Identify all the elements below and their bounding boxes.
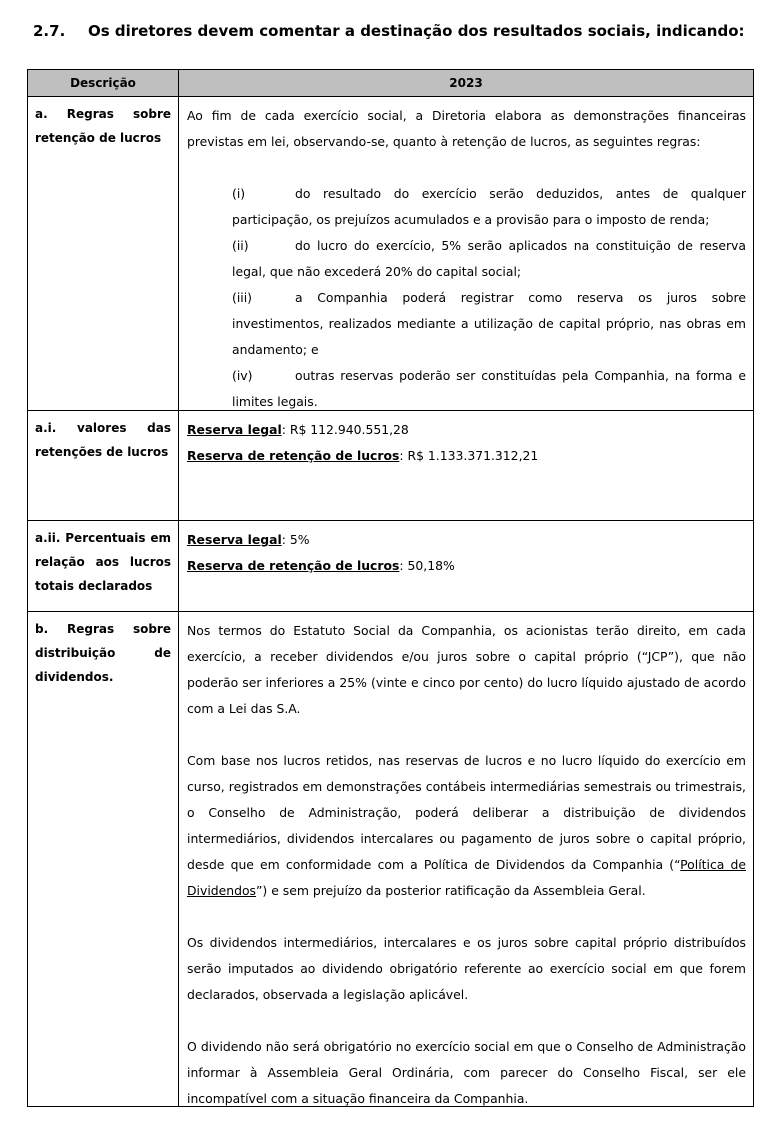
header-description: Descrição (28, 70, 179, 97)
legal-reserve-value: Reserva legal: R$ 112.940.551,28 (187, 422, 409, 437)
retention-reserve-value: Reserva de retenção de lucros: R$ 1.133.371.312,21 (187, 448, 539, 463)
row-label: a.i. valores das retenções de lucros (28, 411, 179, 520)
list-item: (iii) a Companhia poderá registrar como reserva os juros sobre investimentos, realizados mediante a utilização de capital próprio, nas obras em andamento; e (232, 290, 746, 357)
row-content (179, 612, 753, 1106)
row-content (179, 521, 753, 611)
retention-reserve-percent: Reserva de retenção de lucros: 50,18% (187, 558, 455, 573)
section-heading (33, 22, 745, 40)
dividends-paragraph-1: Nos termos do Estatuto Social da Companhia, os acionistas terão direito, em cada exercício, a receber dividendos e/ou juros sobre o capital próprio (“JCP”), que não poderão ser inferiores a 25% (vinte e cinco por cento) do lucro líquido ajustado de acordo com a Lei das S.A. (187, 623, 746, 716)
legal-reserve-percent: Reserva legal: 5% (187, 532, 310, 547)
row-content (179, 97, 753, 410)
table-row (28, 411, 753, 521)
dividends-paragraph-2: Com base nos lucros retidos, nas reservas de lucros e no lucro líquido do exercício em curso, registrados em demonstrações contábeis intermediárias semestrais ou trimestrais, o Conselho de Administração, poderá deliberar a distribuição de dividendos intermediários, dividendos intercalares ou pagamento de juros sobre o capital próprio, desde que em conformidade com a Política de Dividendos da Companhia (“Política de Dividendos”) e sem prejuízo da posterior ratificação da Assembleia Geral. (187, 753, 746, 898)
section-number: 2.7. (33, 22, 66, 40)
row-label: a.ii. Percentuais em relação aos lucros totais declarados (28, 521, 179, 611)
dividends-table (27, 69, 754, 1107)
table-row (28, 97, 753, 411)
dividend-policy-reference: Política de Dividendos (187, 857, 746, 898)
dividends-paragraph-3: Os dividendos intermediários, intercalares e os juros sobre capital próprio distribuídos serão imputados ao dividendo obrigatório referente ao exercício social em que forem declarados, observada a legislação aplicável. (187, 935, 746, 1002)
row-label: b. Regras sobre distribuição de dividendos. (28, 612, 179, 1106)
retention-intro: Ao fim de cada exercício social, a Diretoria elabora as demonstrações financeiras previstas em lei, observando-se, quanto à retenção de lucros, as seguintes regras: (187, 108, 746, 149)
list-item: (ii) do lucro do exercício, 5% serão aplicados na constituição de reserva legal, que não excederá 20% do capital social; (232, 238, 746, 279)
row-content (179, 411, 753, 520)
row-label: a. Regras sobre retenção de lucros (28, 97, 179, 410)
table-row (28, 612, 753, 1106)
header-year: 2023 (179, 70, 753, 97)
list-item: (i) do resultado do exercício serão deduzidos, antes de qualquer participação, os prejuízos acumulados e a provisão para o imposto de renda; (232, 186, 746, 227)
table-row (28, 521, 753, 612)
section-title: Os diretores devem comentar a destinação dos resultados sociais, indicando: (88, 22, 745, 40)
dividends-paragraph-4: O dividendo não será obrigatório no exercício social em que o Conselho de Administração informar à Assembleia Geral Ordinária, com parecer do Conselho Fiscal, ser ele incompatível com a situação financeira da Companhia. (187, 1039, 746, 1106)
list-item: (iv) outras reservas poderão ser constituídas pela Companhia, na forma e limites legais. (232, 368, 746, 409)
